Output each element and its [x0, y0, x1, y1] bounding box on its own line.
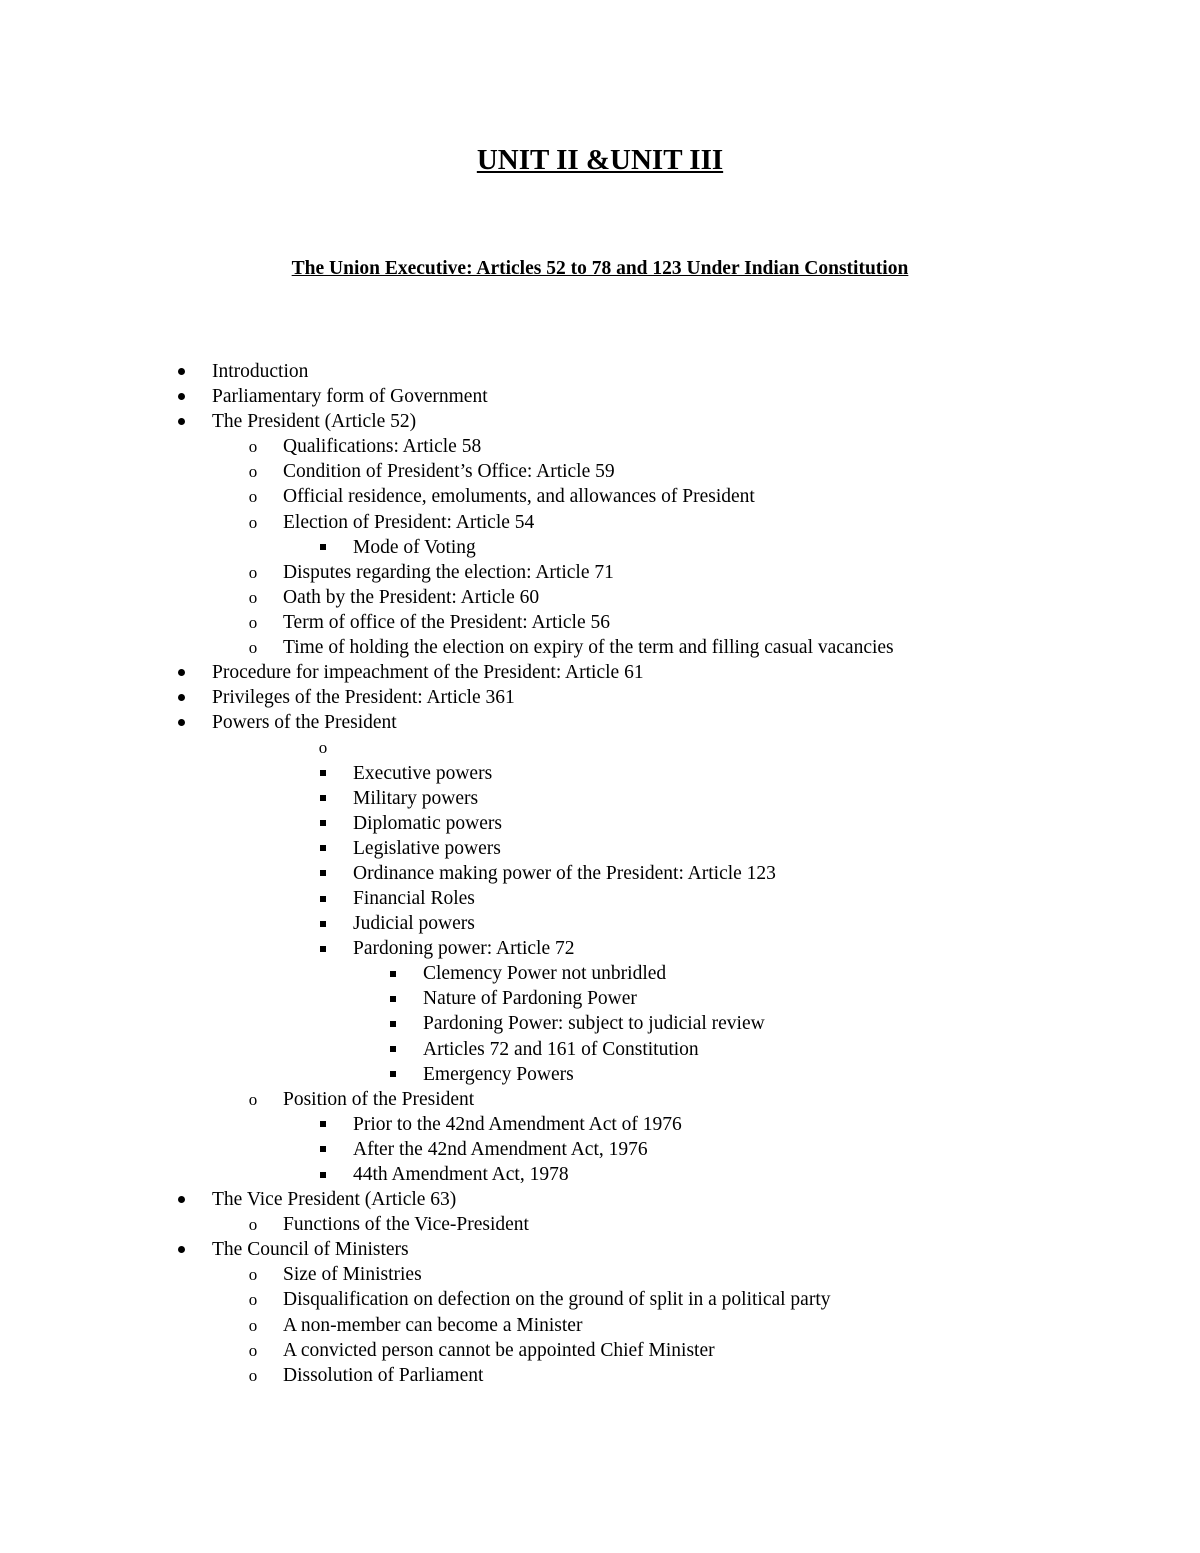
outline-item-text: A convicted person cannot be appointed Chief Minister [283, 1339, 715, 1361]
outline-item [0, 384, 1200, 409]
bullet-square-icon [314, 836, 332, 861]
outline-item [0, 735, 1200, 760]
outline-item [0, 660, 1200, 685]
bullet-circle-icon: o [248, 1265, 258, 1285]
outline-item-text: The Vice President (Article 63) [212, 1189, 457, 1211]
outline-item-text: Dissolution of Parliament [283, 1364, 484, 1386]
outline-item [0, 484, 1200, 509]
outline-item [0, 761, 1200, 786]
bullet-square-icon [314, 936, 332, 961]
outline-item-text: Judicial powers [353, 913, 475, 935]
outline-item [0, 1287, 1200, 1312]
bullet-square-icon [384, 1011, 402, 1036]
outline-item [0, 585, 1200, 610]
bullet-disc-icon [172, 1237, 190, 1262]
bullet-circle-icon: o [248, 612, 258, 632]
outline-item [0, 986, 1200, 1011]
bullet-circle-icon: o [248, 1215, 258, 1235]
outline-item [0, 1162, 1200, 1187]
bullet-square-icon [314, 1137, 332, 1162]
outline-item-text: Pardoning Power: subject to judicial review [423, 1013, 765, 1035]
bullet-disc-icon [172, 685, 190, 710]
bullet-square-icon [314, 786, 332, 811]
outline-item [0, 811, 1200, 836]
outline-item [0, 1313, 1200, 1338]
bullet-circle-icon: o [318, 738, 328, 758]
bullet-circle-icon: o [248, 512, 258, 532]
bullet-square-icon [384, 986, 402, 1011]
bullet-circle-icon: o [248, 462, 258, 482]
outline-item [0, 911, 1200, 936]
outline-item [0, 1187, 1200, 1212]
outline-item [0, 1212, 1200, 1237]
bullet-disc-icon [172, 384, 190, 409]
outline-item [0, 459, 1200, 484]
outline-item [0, 1062, 1200, 1087]
outline-item [0, 359, 1200, 384]
outline-item [0, 1112, 1200, 1137]
bullet-square-icon [384, 1037, 402, 1062]
bullet-disc-icon [172, 409, 190, 434]
bullet-disc-icon [172, 359, 190, 384]
outline-item-text: Qualifications: Article 58 [283, 436, 482, 458]
bullet-circle-icon: o [248, 437, 258, 457]
bullet-square-icon [314, 761, 332, 786]
outline-item [0, 710, 1200, 735]
bullet-square-icon [314, 861, 332, 886]
outline-item [0, 434, 1200, 459]
bullet-square-icon [314, 911, 332, 936]
outline-item [0, 409, 1200, 434]
outline-item-text: Size of Ministries [283, 1264, 422, 1286]
outline-item-text: Military powers [353, 787, 479, 809]
bullet-square-icon [314, 886, 332, 911]
page-subtitle: The Union Executive: Articles 52 to 78 and 123 Under Indian Constitution [291, 258, 909, 279]
outline-item-text: Position of the President [283, 1088, 475, 1110]
outline-item [0, 786, 1200, 811]
outline-item-text: Disputes regarding the election: Article 71 [283, 561, 614, 583]
bullet-disc-icon [172, 710, 190, 735]
outline-item-text: Mode of Voting [353, 536, 476, 558]
bullet-circle-icon: o [248, 638, 258, 658]
outline-item-text: Ordinance making power of the President: Article 123 [353, 862, 776, 884]
bullet-circle-icon: o [248, 587, 258, 607]
outline-item-text: Oath by the President: Article 60 [283, 586, 540, 608]
outline-item [0, 1262, 1200, 1287]
outline-item-text: Parliamentary form of Government [212, 386, 488, 408]
outline-item-text: The Council of Ministers [212, 1239, 409, 1261]
outline-item [0, 685, 1200, 710]
outline-item [0, 836, 1200, 861]
bullet-circle-icon: o [248, 1089, 258, 1109]
outline-item [0, 610, 1200, 635]
outline-item-text: Diplomatic powers [353, 812, 502, 834]
bullet-square-icon [314, 535, 332, 560]
outline-item-text: After the 42nd Amendment Act, 1976 [353, 1138, 648, 1160]
outline-item-text: 44th Amendment Act, 1978 [353, 1164, 569, 1185]
outline-item [0, 886, 1200, 911]
outline-item [0, 1237, 1200, 1262]
outline-item [0, 1363, 1200, 1388]
outline-item-text: Condition of President’s Office: Article 59 [283, 461, 615, 483]
page-title: UNIT II &UNIT III [476, 144, 724, 176]
outline-item [0, 560, 1200, 585]
outline-item-text: A non-member can become a Minister [283, 1314, 583, 1336]
bullet-circle-icon: o [248, 1365, 258, 1385]
bullet-circle-icon: o [248, 1315, 258, 1335]
outline-item-text: Articles 72 and 161 of Constitution [423, 1038, 699, 1060]
outline-item-text: Election of President: Article 54 [283, 511, 535, 533]
outline-item-text: Legislative powers [353, 837, 501, 859]
bullet-circle-icon: o [248, 562, 258, 582]
outline-item [0, 1037, 1200, 1062]
bullet-circle-icon: o [248, 487, 258, 507]
outline-item-text: Executive powers [353, 762, 493, 784]
bullet-disc-icon [172, 660, 190, 685]
outline-item-text: Functions of the Vice-President [283, 1214, 529, 1236]
outline-item-text: Disqualification on defection on the ground of split in a political party [283, 1289, 831, 1311]
outline-item-text: Introduction [212, 361, 309, 382]
outline-item-text: Term of office of the President: Article 56 [283, 611, 610, 633]
outline-item-text: Procedure for impeachment of the President: Article 61 [212, 662, 644, 684]
outline-item-text: Clemency Power not unbridled [423, 963, 667, 985]
outline-item [0, 510, 1200, 535]
outline-item [0, 1011, 1200, 1036]
bullet-square-icon [314, 1162, 332, 1187]
outline-item [0, 1137, 1200, 1162]
outline-item [0, 861, 1200, 886]
bullet-square-icon [384, 961, 402, 986]
bullet-square-icon [314, 1112, 332, 1137]
outline-item-text: The President (Article 52) [212, 411, 417, 433]
outline-item-text: Emergency Powers [423, 1063, 574, 1085]
outline-item-text: Pardoning power: Article 72 [353, 938, 575, 960]
bullet-square-icon [384, 1062, 402, 1087]
outline-item [0, 961, 1200, 986]
outline-item [0, 936, 1200, 961]
outline-item-text: Financial Roles [353, 887, 475, 909]
outline-item-text: Privileges of the President: Article 361 [212, 687, 515, 709]
outline-item [0, 1338, 1200, 1363]
outline-item [0, 1087, 1200, 1112]
bullet-circle-icon: o [248, 1340, 258, 1360]
outline-item [0, 635, 1200, 660]
bullet-circle-icon: o [248, 1290, 258, 1310]
outline-item-text: Time of holding the election on expiry of the term and filling casual vacancies [283, 637, 894, 659]
outline-item-text: Official residence, emoluments, and allowances of President [283, 486, 755, 508]
topic-outline [0, 359, 1200, 1388]
outline-item-text: Powers of the President [212, 712, 397, 734]
outline-item-text: Nature of Pardoning Power [423, 988, 637, 1010]
outline-item [0, 535, 1200, 560]
bullet-square-icon [314, 811, 332, 836]
outline-item-text: Prior to the 42nd Amendment Act of 1976 [353, 1113, 682, 1135]
bullet-disc-icon [172, 1187, 190, 1212]
